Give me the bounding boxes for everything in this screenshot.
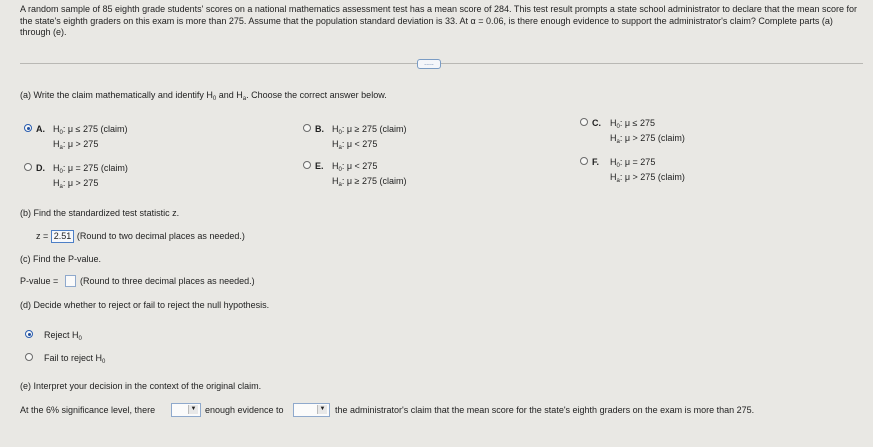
option-d-radio[interactable] (24, 163, 32, 171)
part-e-sentence-start: At the 6% significance level, there (20, 405, 156, 415)
part-e-prompt: (e) Interpret your decision in the context of the original claim. (20, 381, 262, 391)
option-f-h0: $H_0$: μ = 275 (610, 157, 656, 169)
z-label: z = (36, 231, 49, 241)
option-a-radio[interactable] (24, 124, 32, 132)
option-f-radio[interactable] (580, 157, 588, 165)
reject-radio[interactable] (25, 330, 33, 338)
option-f-ha: $H_a$: μ > 275 (claim) (610, 172, 685, 184)
option-e-radio[interactable] (303, 161, 311, 169)
problem-statement: A random sample of 85 eighth grade students' scores on a national mathematics assessment test has a mean score of 284. This test result prompts a state school administrator to declare that the mean score for the state's eighth graders on this exam is more than 275. Assume that the population standard deviation is 33. At α = 0.06, is there enough evidence to support the administrator's claim? Complete parts (a) through (e). (20, 4, 857, 37)
support-reject-dropdown[interactable] (293, 403, 330, 417)
part-b-prompt: (b) Find the standardized test statistic z. (20, 208, 180, 218)
option-c-letter: C. (592, 118, 601, 128)
option-c-h0: $H_0$: μ ≤ 275 (610, 118, 656, 130)
part-e-sentence-end: the administrator's claim that the mean score for the state's eighth graders on the exam is more than 275. (335, 405, 755, 415)
chevron-down-icon: ▼ (188, 405, 198, 414)
option-e-h0: $H_0$: μ < 275 (332, 161, 378, 173)
part-c-prompt: (c) Find the P-value. (20, 254, 102, 264)
reject-label: Reject $H_0$ (44, 330, 82, 342)
z-note: (Round to two decimal places as needed.) (76, 231, 245, 241)
option-f-letter: F. (592, 157, 600, 167)
option-a-letter: A. (36, 124, 45, 134)
part-a-prompt: (a) Write the claim mathematically and identify $H_0$ and $H_a$. Choose the correct answer below. (20, 90, 387, 102)
part-d-prompt: (d) Decide whether to reject or fail to reject the null hypothesis. (20, 300, 270, 310)
option-b-letter: B. (315, 124, 324, 134)
section-divider (20, 63, 863, 64)
fail-to-reject-label: Fail to reject $H_0$ (44, 353, 106, 365)
option-b-ha: $H_a$: μ < 275 (332, 139, 378, 151)
option-e-ha: $H_a$: μ ≥ 275 (claim) (332, 176, 407, 188)
option-b-radio[interactable] (303, 124, 311, 132)
option-a-ha: $H_a$: μ > 275 (53, 139, 99, 151)
option-c-radio[interactable] (580, 118, 588, 126)
fail-to-reject-radio[interactable] (25, 353, 33, 361)
option-c-ha: $H_a$: μ > 275 (claim) (610, 133, 685, 145)
option-d-h0: $H_0$: μ = 275 (claim) (53, 163, 128, 175)
option-d-letter: D. (36, 163, 45, 173)
expand-button[interactable]: ..... (417, 59, 441, 69)
option-b-h0: $H_0$: μ ≥ 275 (claim) (332, 124, 407, 136)
evidence-dropdown[interactable] (171, 403, 201, 417)
option-e-letter: E. (315, 161, 324, 171)
chevron-down-icon: ▼ (317, 405, 327, 414)
pvalue-note: (Round to three decimal places as needed.) (80, 276, 255, 286)
z-answer-row (36, 230, 245, 243)
pvalue-input[interactable] (65, 275, 76, 287)
option-d-ha: $H_a$: μ > 275 (53, 178, 99, 190)
z-answer-box[interactable]: 2.51 (51, 230, 75, 243)
pvalue-label: P-value = (20, 276, 59, 286)
part-e-sentence-mid: enough evidence to (205, 405, 284, 415)
option-a-h0: $H_0$: μ ≤ 275 (claim) (53, 124, 128, 136)
